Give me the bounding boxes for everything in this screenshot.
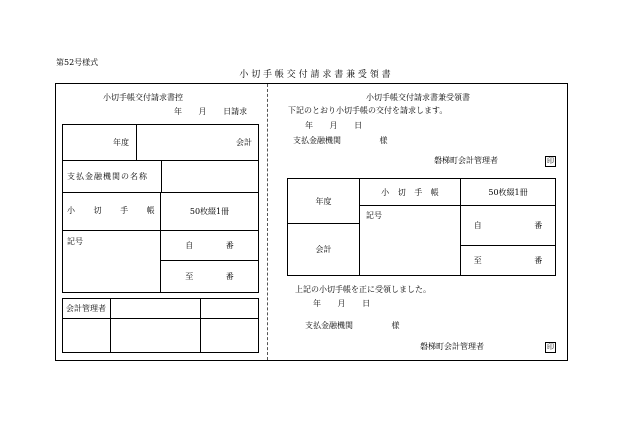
form-number: 第52号様式 <box>56 58 99 67</box>
request-heading: 小切手帳交付請求書兼受領書 <box>366 93 470 102</box>
request-text: 下記のとおり小切手帳の交付を請求します。 <box>288 106 448 115</box>
req-quantity-cell: 50枚綴1冊 <box>461 179 556 206</box>
bank-row <box>63 161 259 193</box>
record-label: 記号 <box>67 237 83 246</box>
req-from-cell: 自 番 <box>461 206 556 246</box>
req-record-label: 記号 <box>366 211 382 220</box>
year-account-row <box>63 125 259 161</box>
quantity-cell: 50枚綴1冊 <box>161 193 259 231</box>
req-year-cell: 年度 <box>288 179 360 224</box>
town-accountant-2: 磐梯町会計管理者 <box>420 342 484 351</box>
stub-date-line: 年 月 日請求 <box>174 107 248 116</box>
received-bank-line: 支払金融機関 様 <box>305 321 400 330</box>
checkbook-label: 小 切 手 帳 <box>67 206 155 215</box>
accountant-cell-4 <box>63 319 111 353</box>
town-accountant: 磐梯町会計管理者 <box>434 156 498 165</box>
year-divider <box>136 125 137 160</box>
accountant-cell-2 <box>111 299 201 319</box>
req-to-cell: 至 番 <box>461 246 556 276</box>
request-bank-line: 支払金融機関 様 <box>293 136 388 145</box>
cut-line <box>267 84 268 360</box>
received-text: 上記の小切手帳を正に受領しました。 <box>295 285 431 294</box>
accountant-cell-5 <box>111 319 201 353</box>
seal-mark-2: 印 <box>547 343 554 351</box>
accountant-cell-6 <box>201 319 259 353</box>
year-label: 年度 <box>113 138 129 147</box>
checkbook-label-cell <box>63 193 161 231</box>
request-date-line: 年 月 日 <box>305 121 363 130</box>
req-account-cell: 会計 <box>288 224 360 276</box>
to-cell: 至 番 <box>161 261 259 293</box>
accountant-table <box>62 298 259 353</box>
account-label: 会計 <box>236 138 252 147</box>
bank-label: 支払金融機関の名称 <box>67 172 148 181</box>
req-checkbook-cell: 小 切 手 帳 <box>360 179 461 206</box>
record-cell <box>63 231 161 293</box>
accountant-cell-3 <box>201 299 259 319</box>
accountant-label: 会計管理者 <box>63 299 111 319</box>
request-table <box>287 178 556 276</box>
stub-main-table <box>62 124 259 293</box>
received-date-line: 年 月 日 <box>313 299 371 308</box>
seal-mark: 印 <box>547 157 554 165</box>
stub-heading: 小切手帳交付請求書控 <box>103 93 183 102</box>
bank-divider <box>161 161 162 192</box>
form-title: 小 切 手 帳 交 付 請 求 書 兼 受 領 書 <box>239 70 391 80</box>
req-record-cell <box>360 206 461 276</box>
from-cell: 自 番 <box>161 231 259 261</box>
